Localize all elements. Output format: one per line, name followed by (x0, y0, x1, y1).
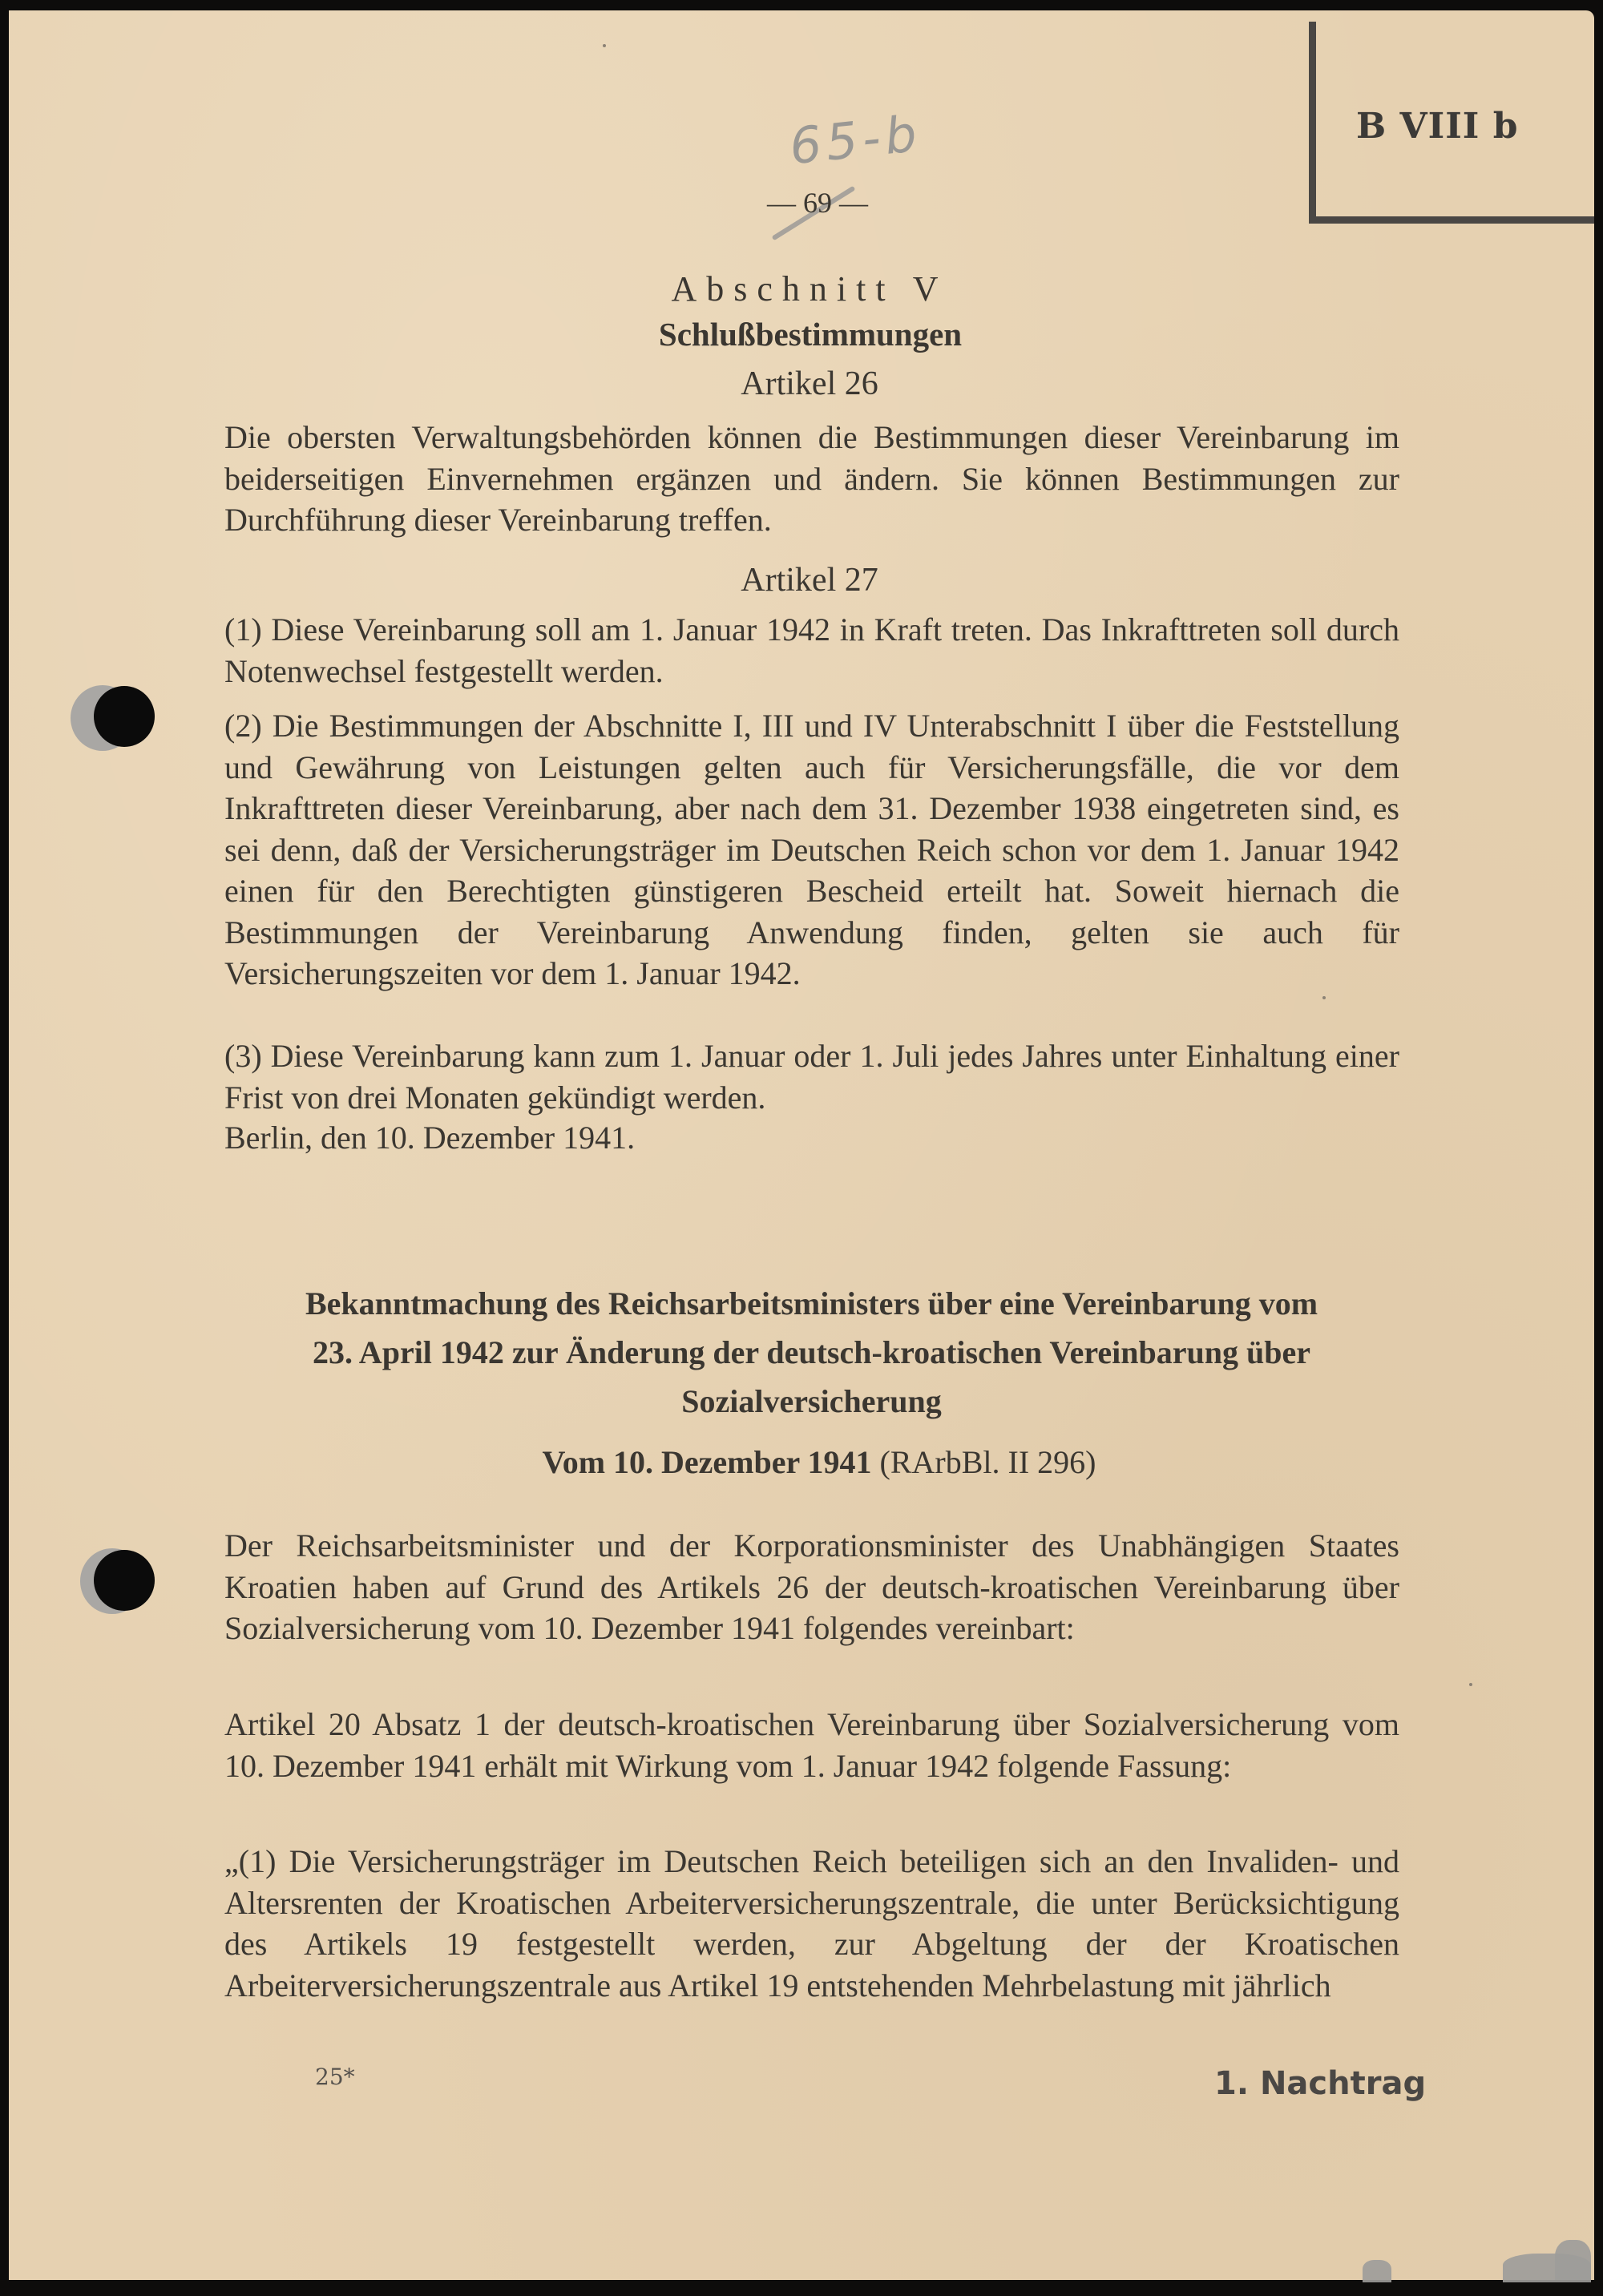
announcement-title (220, 1279, 1403, 1426)
register-tab-label: B VIII b (1356, 106, 1519, 147)
paragraph-text: (1) Diese Vereinbarung soll am 1. Januar 1942 in Kraft treten. Das Inkrafttreten soll durch Notenwechsel festgestellt werden. (224, 611, 1399, 689)
section-label: Abschnitt V (671, 269, 948, 309)
signature-mark: 25* (315, 2064, 355, 2090)
article-27-paragraph-1 (224, 609, 1399, 692)
punch-hole (94, 686, 155, 747)
article-27-paragraph-3 (224, 1035, 1399, 1118)
paragraph-text: Artikel 20 Absatz 1 der deutsch-kroatischen Vereinbarung über Sozialversicherung vom 10. Dezember 1941 erhält mit Wirkung vom 1. Januar 1942 folgende Fassung: (224, 1706, 1399, 1784)
edge-wear (1555, 2240, 1591, 2280)
paper-speck (1469, 1683, 1472, 1686)
paper-speck (1322, 996, 1326, 999)
supplement-label: 1. Nachtrag (1214, 2065, 1427, 2102)
article-26-paragraph: Die obersten Verwaltungsbehörden können die Bestimmungen dieser Vereinbarung im beiderseitigen Einvernehmen ergänzen und ändern. Sie können Bestimmungen zur Durchführung dieser Vereinbarung treffen. (224, 419, 1399, 538)
article-26-text (224, 417, 1399, 541)
signoff-line (224, 1117, 1399, 1159)
paragraph-text: Der Reichsarbeitsminister und der Korporationsminister des Unabhängigen Staates Kroatien haben auf Grund des Artikels 26 der deutsch-kroatischen Vereinbarung über Sozialversicherung vom 10. Dezember 1941 folgendes vereinbart: (224, 1527, 1399, 1646)
paper-speck (603, 44, 606, 47)
page-number: — 69 — (767, 187, 868, 219)
article-27-heading: Artikel 27 (741, 562, 878, 599)
announcement-date-line (0, 1443, 1603, 1481)
announcement-paragraph-3 (224, 1841, 1399, 2006)
announcement-paragraph-2 (224, 1704, 1399, 1786)
edge-wear (1363, 2260, 1391, 2282)
announcement-title-line: Sozialversicherung (681, 1383, 942, 1419)
announcement-title-line: Bekanntmachung des Reichsarbeitsministers über eine Vereinbarung vom (305, 1285, 1318, 1322)
announcement-date: Vom 10. Dezember 1941 (542, 1444, 872, 1480)
article-27-paragraph-2 (224, 705, 1399, 995)
paragraph-text: (2) Die Bestimmungen der Abschnitte I, III und IV Unterabschnitt I über die Feststellung und Gewährung von Leistungen gelten auch für Versicherungsfälle, die vor dem Inkrafttreten dieser Vereinbarung, aber nach dem 31. Dezember 1938 eingetreten sind, es sei denn, daß der Versicherungsträger im Deutschen Reich schon vor dem 1. Januar 1942 einen für den Berechtigten günstigeren Bescheid erteilt hat. Soweit hiernach die Bestimmungen der Vereinbarung Anwendung finden, gelten sie auch für Versicherungszeiten vor dem 1. Januar 1942. (224, 708, 1399, 991)
article-26-heading: Artikel 26 (741, 365, 878, 402)
handwritten-annotation: 65-b (786, 103, 924, 176)
announcement-title-line: 23. April 1942 zur Änderung der deutsch-kroatischen Vereinbarung über (313, 1334, 1310, 1370)
signoff-text: Berlin, den 10. Dezember 1941. (224, 1120, 636, 1156)
paragraph-text: „(1) Die Versicherungsträger im Deutschen Reich beteiligen sich an den Invaliden- und Altersrenten der Kroatischen Arbeiterversicherungszentrale, die unter Berücksichtigung des Artikels 19 festgestellt werden, zur Abgeltung der der Kroatischen Arbeiterversicherungszentrale aus Artikel 19 entstehenden Mehrbelastung mit jährlich (224, 1843, 1399, 2003)
section-title: Schlußbestimmungen (658, 316, 963, 353)
paragraph-text: (3) Diese Vereinbarung kann zum 1. Januar oder 1. Juli jedes Jahres unter Einhaltung einer Frist von drei Monaten gekündigt werden. (224, 1038, 1399, 1116)
announcement-paragraph-1 (224, 1525, 1399, 1649)
announcement-source: (RArbBl. II 296) (879, 1444, 1096, 1480)
punch-hole (94, 1550, 155, 1611)
